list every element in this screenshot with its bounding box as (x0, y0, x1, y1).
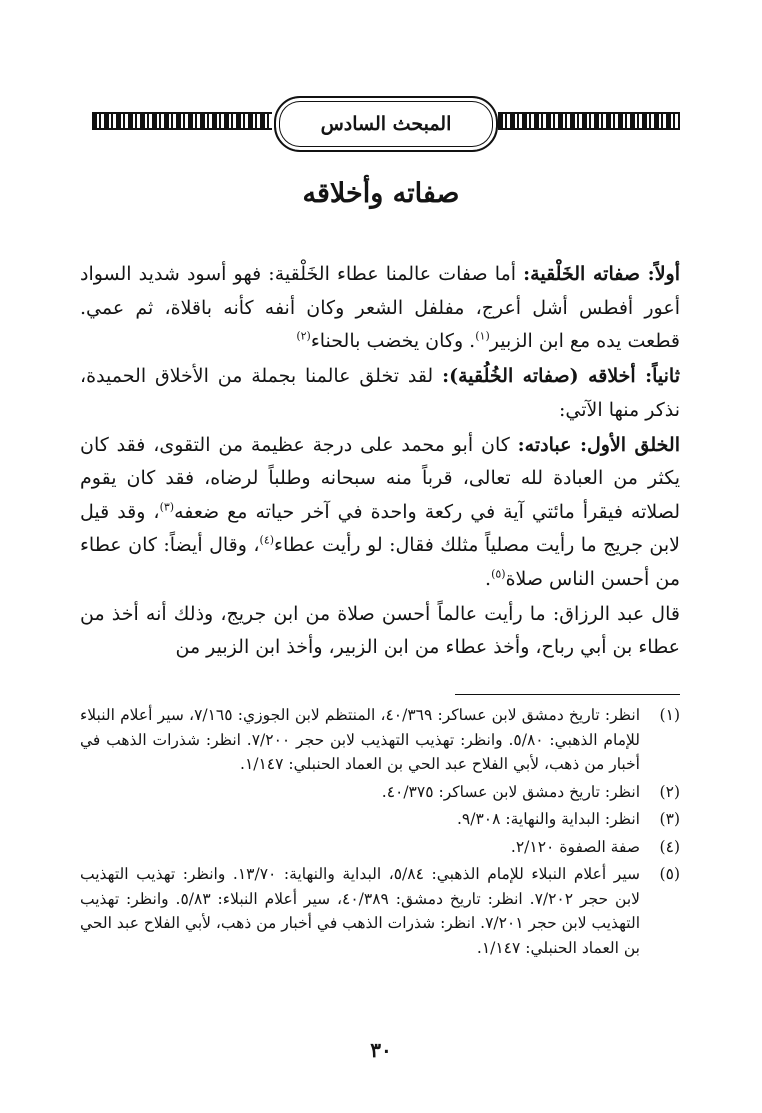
footnote-ref: (٢) (296, 329, 311, 343)
page-number: ٣٠ (370, 1038, 392, 1062)
paragraph-lead: ثانياً: أخلاقه (صفاته الخُلُقية): (442, 365, 681, 387)
section-header-ornament (92, 96, 680, 154)
footnote-3 (80, 807, 680, 832)
section-cartouche (274, 96, 498, 152)
paragraph-moral-traits: ثانياً: أخلاقه (صفاته الخُلُقية): لقد تخلق عالمنا بجملة من الأخلاق الحميدة، نذكر منها الآتي: (80, 365, 681, 421)
footnote-number: (٢) (659, 782, 680, 801)
footnote-ref: (٥) (491, 567, 506, 581)
paragraph-worship: الخلق الأول: عبادته: كان أبو محمد على درجة عظيمة من التقوى، فقد كان يكثر من العبادة لله تعالى، قرباً منه سبحانه وطلباً لرضاه، فقد كان يقوم لصلاته فيقرأ مائتي آية في ركعة واحدة في آخر حياته مع ضعفه$^{(٣)}$، وقد قيل لابن جريج ما رأيت مصلياً مثلك فقال: لو رأيت عطاء$^{(٤)}$، وقال أيضاً: كان عطاء من أحسن الناس صلاة$^{(٥)}$. (80, 433, 681, 590)
main-text (80, 258, 680, 666)
footnote-text: انظر: تاريخ دمشق لابن عساكر: ٤٠/٣٧٥. (381, 782, 640, 801)
paragraph-lead: الخلق الأول: عبادته: (517, 433, 680, 456)
footnote-text: انظر: تاريخ دمشق لابن عساكر: ٤٠/٣٦٩، المنتظم لابن الجوزي: ٧/١٦٥، سير أعلام النبلاء للإمام الذهبي: ٥/٨٠. وانظر: تهذيب التهذيب لابن حجر ٧/٢٠٠. انظر: شذرات الذهب في أخبار من ذهب، لأبي الفلاح عبد الحي بن العماد الحنبلي: ١/١٤٧. (80, 706, 641, 773)
footnote-4 (80, 835, 680, 860)
footnote-number: (٣) (659, 810, 680, 828)
footnote-2 (80, 780, 680, 805)
ornamental-border-left (92, 112, 272, 130)
chapter-title: صفاته وأخلاقه (302, 178, 460, 209)
footnote-number: (٥) (659, 865, 680, 883)
footnote-number: (٤) (659, 837, 680, 856)
footnote-number: (١) (659, 706, 680, 724)
footnote-ref: (٤) (259, 533, 275, 547)
paragraph-physical-traits: أولاً: صفاته الخَلْقية: أما صفات عالمنا عطاء الخَلْقية: فهو أسود شديد السواد أعور أفطس أشل أعرج، مفلفل الشعر وكان أنفه كأنه باقلاة، ثم عمي. قطعت يده مع ابن الزبير$^{(١)}$. وكان يخضب بالحناء$^{(٢)}$ (80, 263, 680, 352)
footnote-ref: (١) (475, 329, 490, 343)
paragraph-lead: أولاً: صفاته الخَلْقية: (523, 263, 680, 285)
footnotes (80, 703, 680, 963)
section-label: المبحث السادس (320, 113, 452, 135)
footnote-5 (80, 862, 680, 960)
footnote-text: صفة الصفوة ٢/١٢٠. (510, 837, 640, 856)
paragraph-abdulrazzaq: قال عبد الرزاق: ما رأيت عالماً أحسن صلاة من ابن جريج، وذلك أنه أخذ من عطاء بن أبي رباح، وأخذ عطاء من ابن الزبير، وأخذ ابن الزبير من (80, 602, 680, 658)
footnote-divider (455, 694, 680, 695)
footnote-1 (80, 703, 680, 777)
footnote-text: سير أعلام النبلاء للإمام الذهبي: ٥/٨٤، البداية والنهاية: ١٣/٧٠. وانظر: تهذيب التهذيب لابن حجر ٧/٢٠٢. انظر: تاريخ دمشق: ٤٠/٣٨٩، سير أعلام النبلاء: ٥/٨٣. وانظر: تهذيب التهذيب لابن حجر ٧/٢٠١. انظر: شذرات الذهب في أخبار من ذهب، لأبي الفلاح عبد الحي بن العماد الحنبلي: ١/١٤٧. (80, 865, 640, 957)
footnote-ref: (٣) (159, 500, 175, 514)
footnote-text: انظر: البداية والنهاية: ٩/٣٠٨. (456, 810, 640, 828)
ornamental-border-right (498, 112, 680, 130)
